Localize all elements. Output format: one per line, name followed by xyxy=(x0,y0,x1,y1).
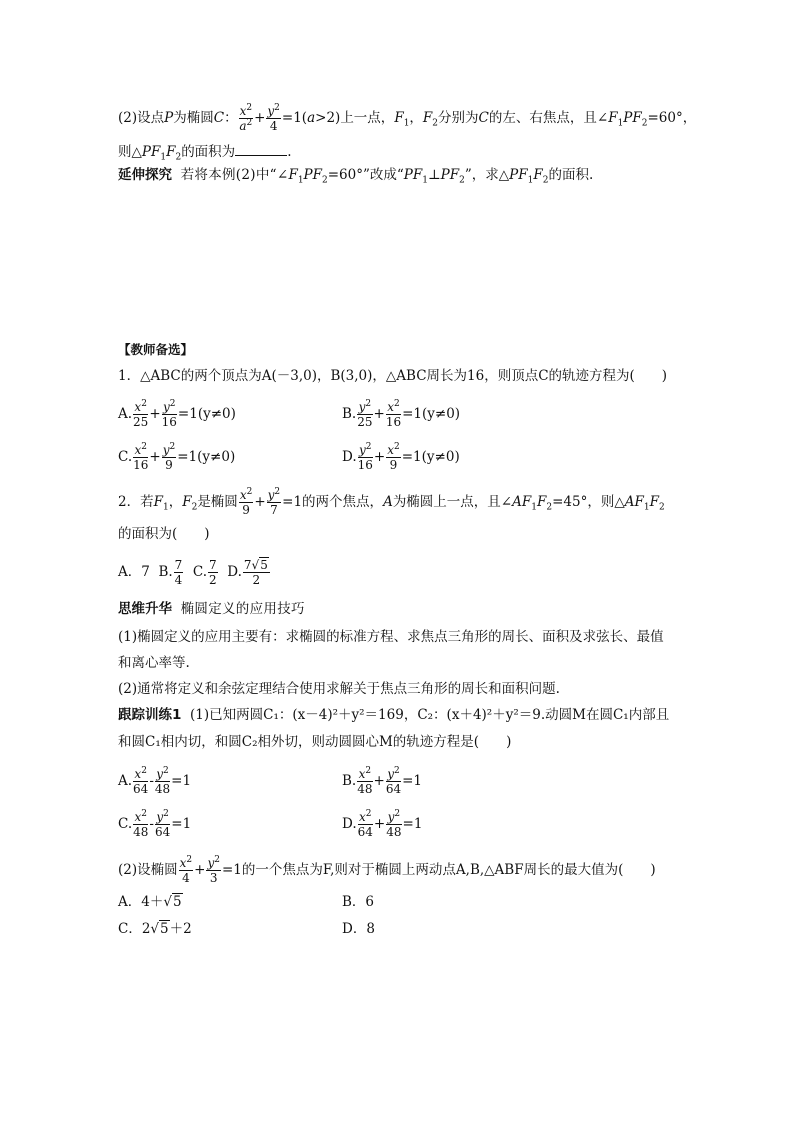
extension-title: 延伸探究 xyxy=(118,167,172,183)
extension-line: 延伸探究 若将本例(2)中“$\angle F_1PF_2=60^\circ$”改成“$PF_1\perp PF_2$”，求$\triangle PF_1F_2$的面积. xyxy=(118,167,594,186)
t1-option-b: B. $\frac{y^2}{25}$ + $\frac{x^2}{16}$ =1(y≠0) xyxy=(342,399,461,429)
track2-option-c: C．2√5＋2 xyxy=(118,921,192,937)
track2-option-d: D．8 xyxy=(342,921,375,937)
think-p1a: (1)椭圆定义的应用主要有：求椭圆的标准方程、求焦点三角形的周长、面积及求弦长、最值 xyxy=(118,629,664,645)
track-line2: 和圆C₁相内切，和圆C₂相外切，则动圆圆心M的轨迹方程是( ) xyxy=(118,734,512,750)
track-line1: 跟踪训练1 (1)已知两圆C₁：(x－4)²＋y²＝169，C₂：(x＋4)²＋y²＝9.动圆M在圆C₁内部且 xyxy=(118,707,670,723)
t1-option-a: A. $\frac{x^2}{25}$ + $\frac{y^2}{16}$ =1(y≠0) xyxy=(118,399,236,429)
fraction: $\frac{x^2}{a^2}$ xyxy=(239,103,253,133)
teacher-q2-line2: 的面积为( ) xyxy=(118,526,210,542)
think-p2: (2)通常将定义和余弦定理结合使用求解关于焦点三角形的周长和面积问题. xyxy=(118,681,560,697)
think-p1b: 和离心率等. xyxy=(118,655,190,671)
t2-options: A．7 B. $\frac{7}{4}$ C. $\frac{7}{2}$ D. $\frac{7√5}{2}$ xyxy=(118,558,268,587)
teacher-q1: 1．△ABC的两个顶点为A(－3,0)，B(3,0)，△ABC周长为16，则顶点C的轨迹方程为( ) xyxy=(118,368,668,384)
t1-option-c: C. $\frac{x^2}{16}$ + $\frac{y^2}{9}$ =1(y≠0) xyxy=(118,442,236,472)
t1-option-d: D. $\frac{y^2}{16}$ + $\frac{x^2}{9}$ =1(y≠0) xyxy=(342,442,460,472)
track1-option-a: A. $\frac{x^2}{64}$ - $\frac{y^2}{48}$ =1 xyxy=(118,766,192,796)
q2-line1: (2)设点P为椭圆C： $\frac{x^2}{a^2}$ + $\frac{y^2}{4}$ =1(a>2)上一点，$F_1$，$F_2$分别为C的左、右焦点，且$\angle F_1PF_2=60^\circ$， xyxy=(118,103,697,133)
track2-option-b: B．6 xyxy=(342,894,375,910)
answer-blank xyxy=(235,143,287,156)
track-title: 跟踪训练1 xyxy=(118,707,182,723)
track2-option-a: A．4＋√5 xyxy=(118,894,182,910)
think-title: 思维升华 xyxy=(118,601,172,617)
q2-line2: 则$\triangle PF_1F_2$的面积为 . xyxy=(118,144,292,163)
teacher-q2-line1: 2．若$F_1$，$F_2$是椭圆 $\frac{x^2}{9}$ + $\frac{y^2}{7}$ =1的两个焦点，A为椭圆上一点，且$\angle AF_1F_2=45^\circ$，则$\triangle AF_1F_2$ xyxy=(118,487,665,517)
track1-option-b: B. $\frac{x^2}{48}$ + $\frac{y^2}{64}$ =1 xyxy=(342,766,422,796)
teacher-title: 【教师备选】 xyxy=(118,342,194,357)
fraction: $\frac{y^2}{4}$ xyxy=(267,103,280,133)
track1-option-c: C. $\frac{x^2}{48}$ - $\frac{y^2}{64}$ =1 xyxy=(118,809,192,839)
track1-option-d: D. $\frac{x^2}{64}$ + $\frac{y^2}{48}$ =1 xyxy=(342,809,423,839)
track2-line: (2)设椭圆 $\frac{x^2}{4}$ + $\frac{y^2}{3}$ =1的一个焦点为F,则对于椭圆上两动点A,B,△ABF周长的最大值为( ) xyxy=(118,855,656,885)
think-line: 思维升华 椭圆定义的应用技巧 xyxy=(118,601,305,617)
